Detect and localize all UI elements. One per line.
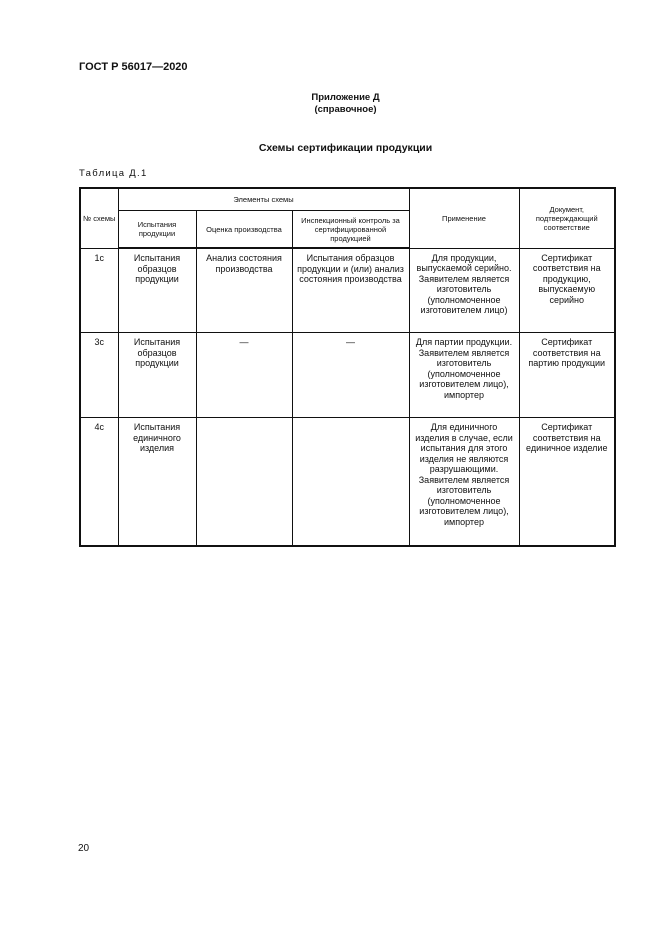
cell-assessment: Анализ состояния производства: [196, 248, 292, 333]
cell-scheme: 3с: [80, 333, 118, 418]
cell-inspection: Испытания образцов продукции и (или) анализ состояния производства: [292, 248, 409, 333]
header-assessment: Оценка производства: [196, 211, 292, 249]
header-inspection: Инспекционный контроль за сертифицированной продукцией: [292, 211, 409, 249]
annex-status: (справочное): [314, 104, 377, 115]
cell-assessment: [196, 418, 292, 547]
cell-document: Сертификат соответствия на партию продукции: [519, 333, 615, 418]
annex-heading: [0, 92, 661, 116]
annex-title: Приложение Д: [311, 92, 380, 103]
page-title: Схемы сертификации продукции: [258, 142, 433, 154]
page-number: 20: [78, 843, 90, 854]
cell-testing: Испытания единичного изделия: [118, 418, 196, 547]
table-row: [80, 418, 615, 547]
header-scheme-no: № схемы: [80, 188, 118, 248]
cell-application: Для партии продукции. Заявителем является изготовитель (уполномоченное изготовителем лицо), импортер: [409, 333, 519, 418]
table-header-row: [80, 188, 615, 211]
cell-application: Для единичного изделия в случае, если испытания для этого изделия не являются разрушающими. Заявителем является изготовитель (уполномоченное изготовителем лицо), импортер: [409, 418, 519, 547]
header-document: Документ, подтверждающий соответствие: [519, 188, 615, 248]
cell-document: Сертификат соответствия на продукцию, выпускаемую серийно: [519, 248, 615, 333]
cell-testing: Испытания образцов продукции: [118, 333, 196, 418]
cell-assessment: —: [196, 333, 292, 418]
cell-inspection: —: [292, 333, 409, 418]
cell-scheme: 1с: [80, 248, 118, 333]
certification-schemes-table: [79, 187, 616, 547]
header-testing: Испытания продукции: [118, 211, 196, 249]
header-application: Применение: [409, 188, 519, 248]
table-row: [80, 248, 615, 333]
standard-code: ГОСТ Р 56017—2020: [79, 61, 188, 73]
table-caption: Таблица Д.1: [79, 168, 148, 179]
cell-document: Сертификат соответствия на единичное изделие: [519, 418, 615, 547]
header-scheme-elements: Элементы схемы: [118, 188, 409, 211]
cell-testing: Испытания образцов продукции: [118, 248, 196, 333]
cell-inspection: [292, 418, 409, 547]
table-row: [80, 333, 615, 418]
cell-scheme: 4с: [80, 418, 118, 547]
cell-application: Для продукции, выпускаемой серийно. Заявителем является изготовитель (уполномоченное изготовителем лицо): [409, 248, 519, 333]
